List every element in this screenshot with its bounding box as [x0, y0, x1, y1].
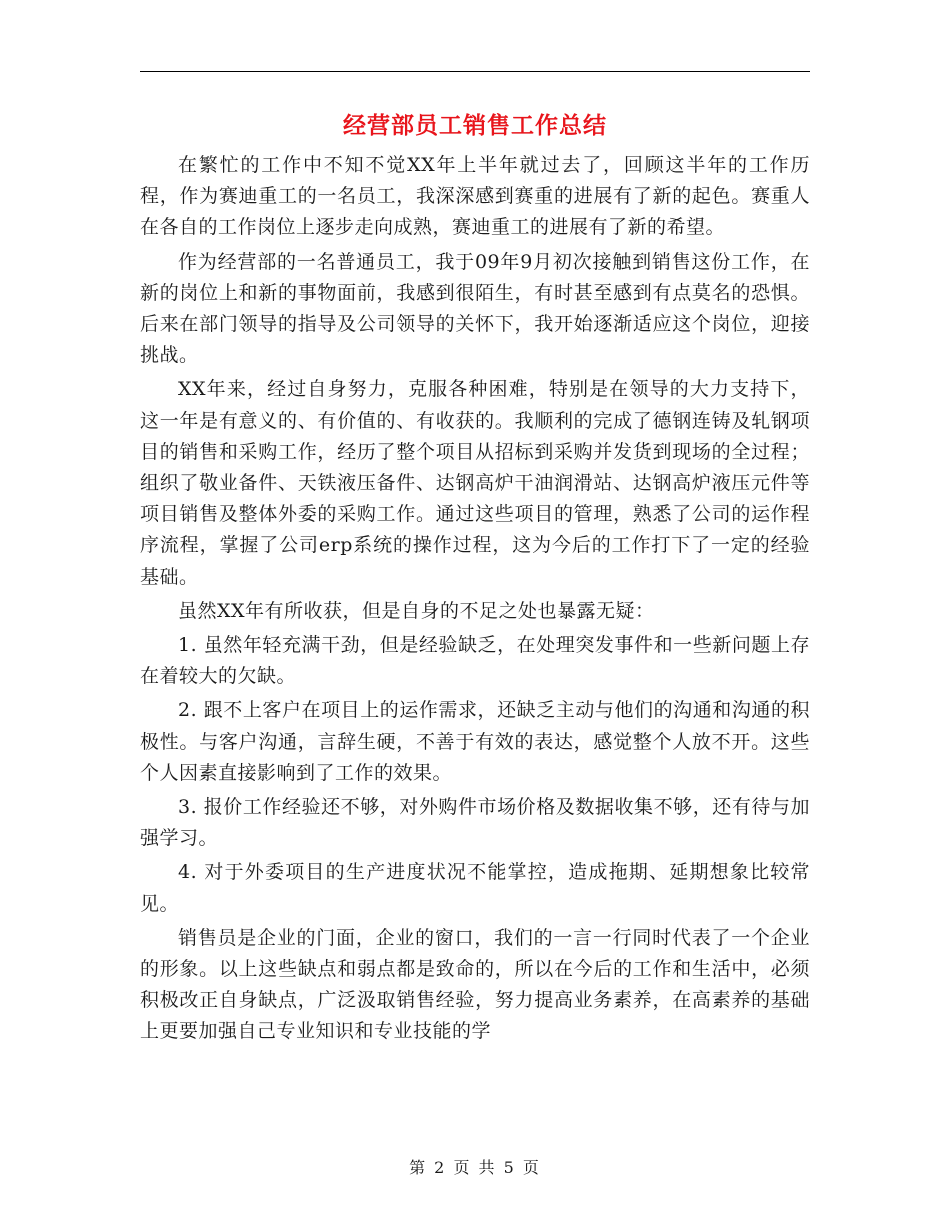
page-number-footer: 第 2 页 共 5 页	[409, 1158, 541, 1177]
paragraph-achievements: XX年来，经过自身努力，克服各种困难，特别是在领导的大力支持下，这一年是有意义的、有价值的、有收获的。我顺利的完成了德钢连铸及轧钢项目的销售和采购工作，经历了整个项目从招标到采购并发货到现场的全过程；组织了敬业备件、天铁液压备件、达钢高炉干油润滑站、达钢高炉液压元件等项目销售及整体外委的采购工作。通过这些项目的管理，熟悉了公司的运作程序流程，掌握了公司erp系统的操作过程，这为今后的工作打下了一定的经验基础。	[140, 378, 810, 588]
paragraph-conclusion: 销售员是企业的门面，企业的窗口，我们的一言一行同时代表了一个企业的形象。以上这些缺点和弱点都是致命的，所以在今后的工作和生活中，必须积极改正自身缺点，广泛汲取销售经验，努力提高业务素养，在高素养的基础上更要加强自己专业知识和专业技能的学	[140, 926, 810, 1043]
paragraph-intro: 在繁忙的工作中不知不觉XX年上半年就过去了，回顾这半年的工作历程，作为赛迪重工的一名员工，我深深感到赛重的进展有了新的起色。赛重人在各自的工作岗位上逐步走向成熟，赛迪重工的进展有了新的希望。	[140, 154, 810, 239]
paragraph-new-position: 作为经营部的一名普通员工，我于09年9月初次接触到销售这份工作，在新的岗位上和新的事物面前，我感到很陌生，有时甚至感到有点莫名的恐惧。后来在部门领导的指导及公司领导的关怀下，我开始逐渐适应这个岗位，迎接挑战。	[140, 250, 810, 367]
document-title: 经营部员工销售工作总结	[343, 112, 607, 139]
header-rule	[140, 71, 810, 72]
list-item-shortcoming-4: 4. 对于外委项目的生产进度状况不能掌控，造成拖期、延期想象比较常见。	[140, 861, 810, 915]
paragraph-shortcomings-intro: 虽然XX年有所收获，但是自身的不足之处也暴露无疑：	[178, 599, 655, 622]
document-body	[140, 150, 810, 1051]
list-item-shortcoming-3: 3. 报价工作经验还不够，对外购件市场价格及数据收集不够，还有待与加强学习。	[140, 796, 810, 850]
list-item-shortcoming-2: 2. 跟不上客户在项目上的运作需求，还缺乏主动与他们的沟通和沟通的积极性。与客户沟通，言辞生硬，不善于有效的表达，感觉整个人放不开。这些个人因素直接影响到了工作的效果。	[140, 699, 810, 784]
list-item-shortcoming-1: 1. 虽然年轻充满干劲，但是经验缺乏，在处理突发事件和一些新问题上存在着较大的欠缺。	[140, 634, 810, 688]
